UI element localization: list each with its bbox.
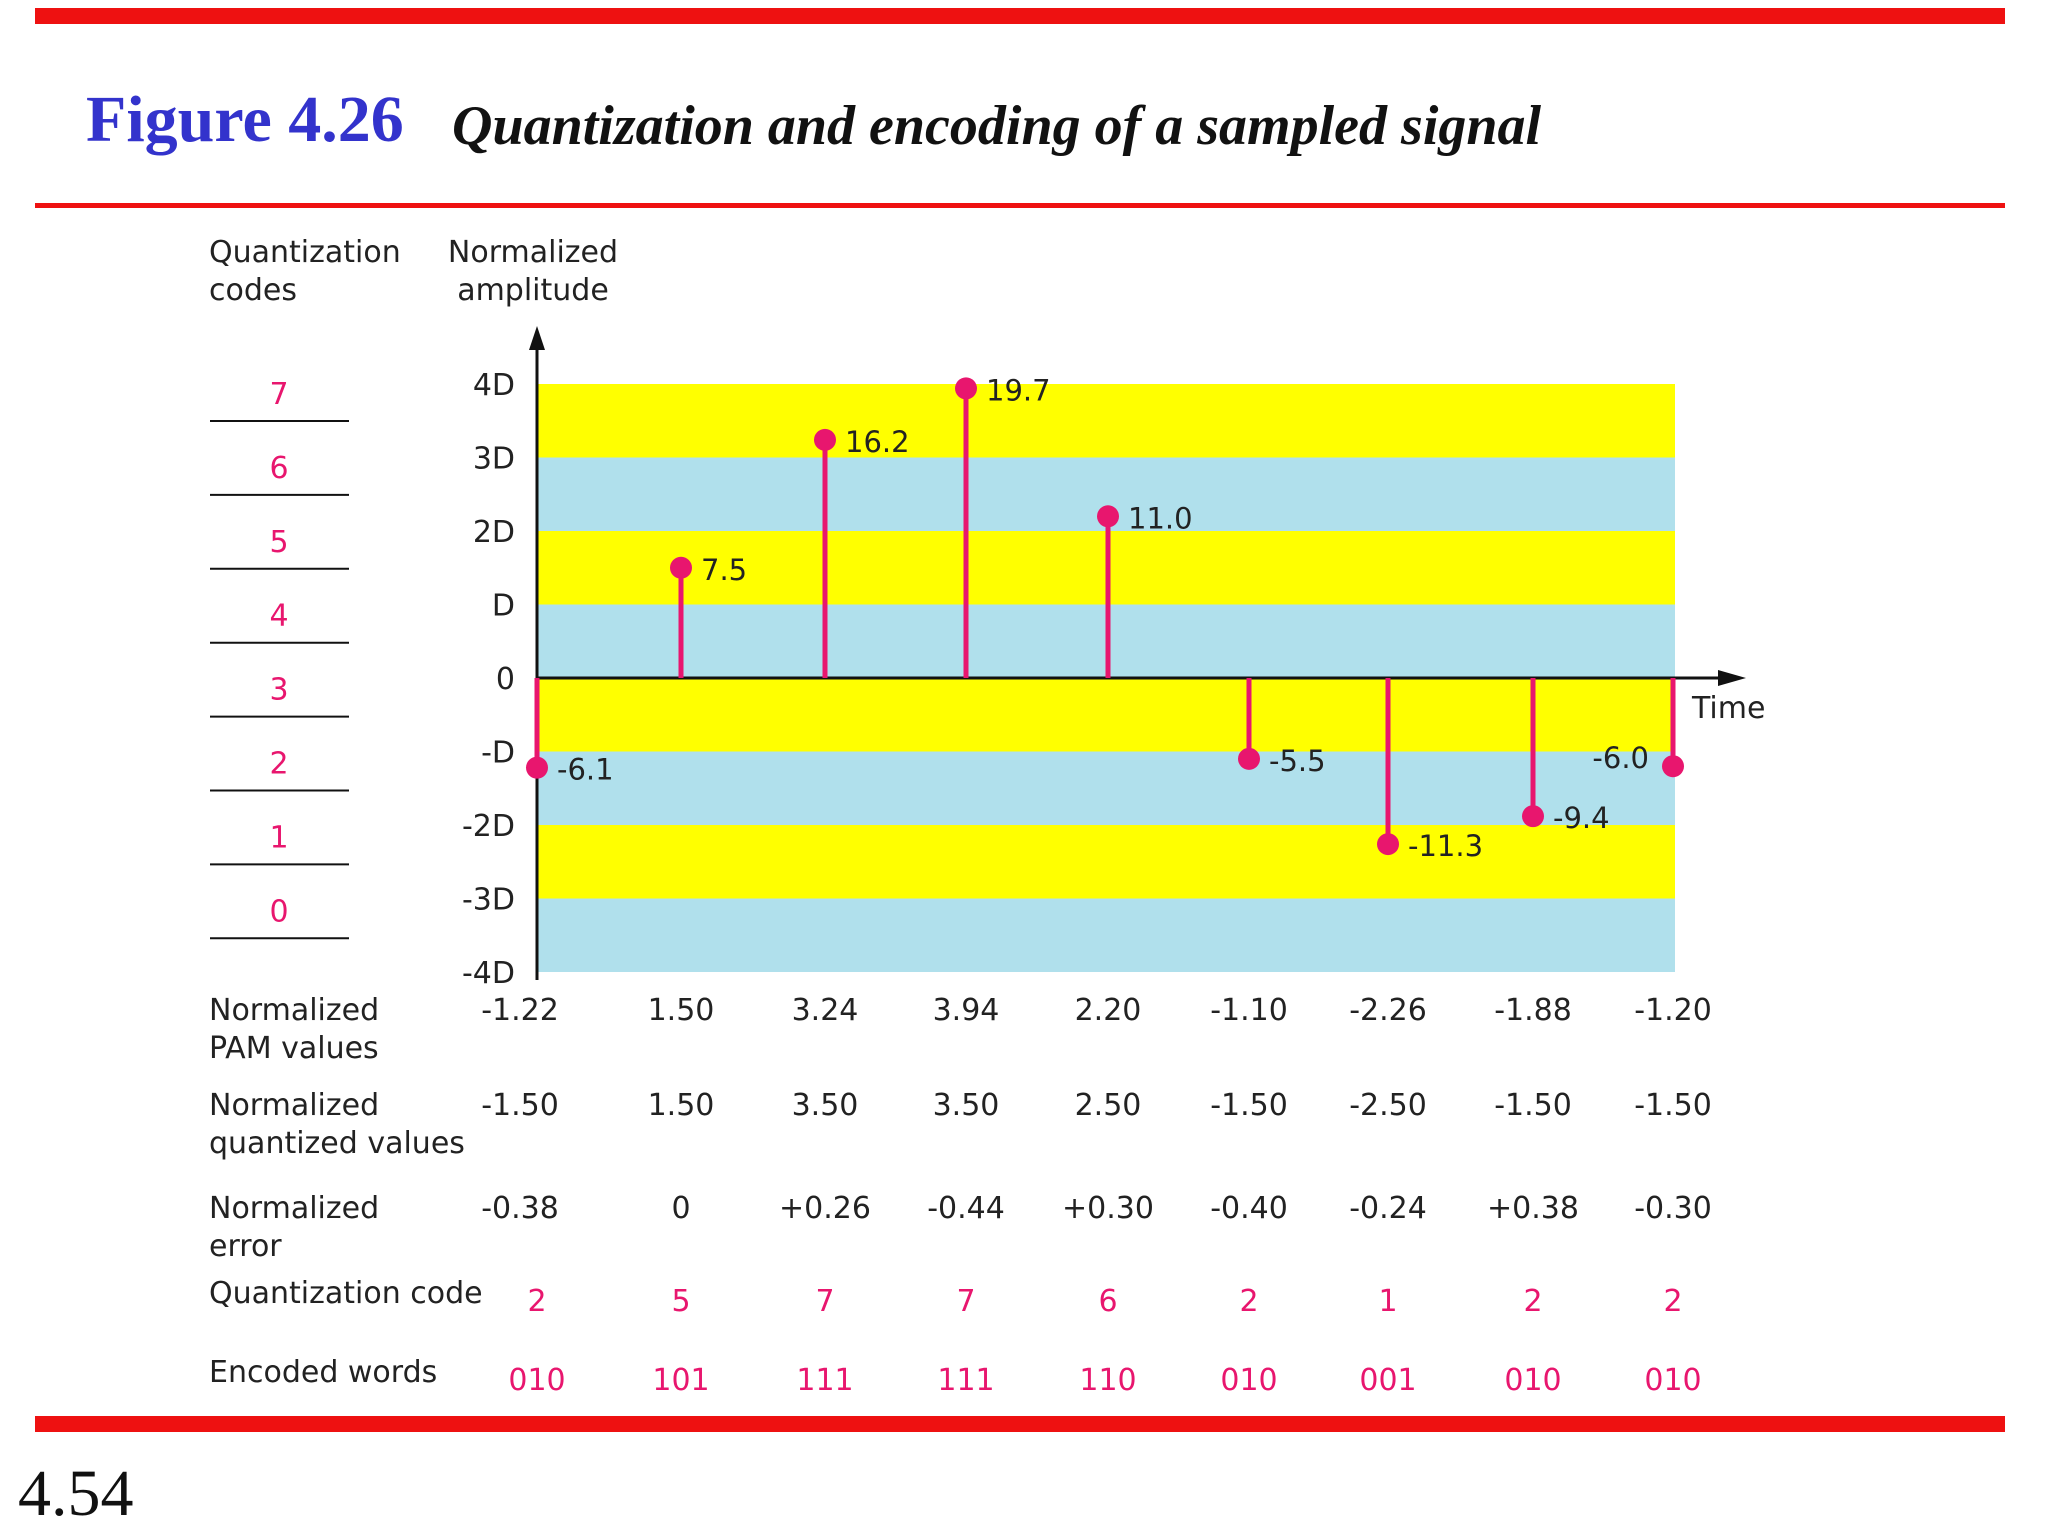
table-cell: -1.50	[1634, 1088, 1712, 1123]
table-cell: +0.26	[779, 1191, 871, 1226]
table-cell: -0.24	[1349, 1191, 1427, 1226]
y-tick-label: D	[491, 588, 515, 624]
y-tick-label: 3D	[472, 441, 515, 477]
table-cell: 2	[1663, 1284, 1683, 1319]
table-cell: 2.50	[1074, 1088, 1142, 1123]
table-cell: -2.26	[1349, 993, 1427, 1028]
table-cell: 5	[671, 1284, 691, 1319]
table-cell: -1.22	[481, 993, 559, 1028]
sample-value-label: 19.7	[986, 373, 1051, 408]
table-cell: 6	[1098, 1284, 1118, 1319]
table-cell: -1.50	[1210, 1088, 1288, 1123]
zone-code-label: 1	[269, 820, 289, 856]
table-cell: 1.50	[647, 1088, 715, 1123]
bottom-rule	[35, 1416, 2005, 1432]
table-cell: 010	[1644, 1363, 1702, 1398]
table-row-label: Normalized	[209, 1088, 380, 1123]
table-cell: 010	[508, 1363, 566, 1398]
table-cell: 111	[937, 1363, 995, 1398]
table-cell: 2	[1523, 1284, 1543, 1319]
table-cell: 010	[1220, 1363, 1278, 1398]
sample-point	[1097, 505, 1119, 527]
table-cell: 110	[1079, 1363, 1137, 1398]
quantization-band	[536, 384, 1675, 458]
table-cell: -0.30	[1634, 1191, 1712, 1226]
table-cell: 2	[527, 1284, 547, 1319]
table-cell: 1.50	[647, 993, 715, 1028]
sample-point	[1238, 748, 1260, 770]
sample-point	[1522, 805, 1544, 827]
zone-code-label: 5	[269, 524, 289, 560]
sample-value-label: 16.2	[845, 424, 910, 459]
sample-value-label: -9.4	[1553, 801, 1610, 836]
table-row-label: Normalized	[209, 993, 380, 1028]
quantization-band	[536, 678, 1675, 752]
table-cell: 3.50	[932, 1088, 1000, 1123]
sample-point	[1377, 833, 1399, 855]
quantization-band	[536, 899, 1675, 973]
table-cell: 111	[796, 1363, 854, 1398]
sample-value-label: 11.0	[1128, 501, 1193, 536]
sample-value-label: -11.3	[1408, 829, 1484, 864]
table-row-label: PAM values	[209, 1031, 379, 1066]
amplitude-header: Normalized	[447, 235, 619, 270]
zone-code-label: 7	[269, 377, 289, 412]
slide-number: 4.54	[18, 1457, 134, 1530]
zone-code-label: 6	[269, 450, 289, 486]
table-cell: +0.38	[1487, 1191, 1579, 1226]
table-row-label: error	[209, 1229, 282, 1264]
table-cell: -1.50	[481, 1088, 559, 1123]
table-row-label: quantized values	[209, 1126, 465, 1161]
sample-point	[814, 429, 836, 451]
table-row-label: Normalized	[209, 1191, 380, 1226]
table-cell: -2.50	[1349, 1088, 1427, 1123]
x-axis-arrowhead	[1718, 670, 1746, 686]
y-tick-label: -2D	[461, 809, 515, 844]
codes-header: Quantization	[209, 235, 401, 270]
table-cell: 2	[1239, 1284, 1259, 1319]
table-cell: -0.44	[927, 1191, 1005, 1226]
x-axis-label: Time	[1692, 691, 1766, 726]
table-row-label: Encoded words	[209, 1355, 438, 1390]
table-cell: 010	[1504, 1363, 1562, 1398]
sample-point	[955, 377, 977, 399]
table-cell: -0.40	[1210, 1191, 1288, 1226]
table-cell: 001	[1359, 1363, 1417, 1398]
y-axis-arrowhead	[529, 326, 545, 350]
zone-code-label: 2	[269, 746, 289, 782]
table-cell: -1.10	[1210, 993, 1288, 1028]
table-row-label: Quantization code	[209, 1276, 483, 1311]
table-cell: 3.94	[932, 993, 1000, 1028]
figure-caption: Quantization and encoding of a sampled signal	[452, 95, 1542, 157]
table-cell: -1.20	[1634, 993, 1712, 1028]
sample-point	[1662, 755, 1684, 777]
table-cell: 7	[956, 1284, 976, 1319]
quantization-band	[536, 825, 1675, 899]
sample-value-label: -5.5	[1269, 743, 1326, 778]
table-cell: +0.30	[1062, 1191, 1154, 1226]
sample-value-label: 7.5	[701, 552, 748, 587]
y-tick-label: 2D	[472, 515, 515, 550]
table-cell: 101	[652, 1363, 710, 1398]
y-tick-label: -4D	[461, 956, 515, 991]
zone-code-label: 0	[269, 894, 289, 930]
zone-code-label: 3	[269, 672, 289, 708]
table-cell: 3.24	[791, 993, 859, 1028]
table-cell: 0	[671, 1191, 691, 1226]
table-cell: 1	[1378, 1284, 1398, 1319]
amplitude-header: amplitude	[457, 273, 609, 308]
sample-value-label: -6.1	[557, 752, 614, 787]
y-tick-label: 4D	[472, 368, 515, 403]
table-cell: -1.88	[1494, 993, 1572, 1028]
table-cell: 2.20	[1074, 993, 1142, 1028]
y-tick-label: -D	[481, 735, 515, 771]
zone-code-label: 4	[269, 598, 289, 634]
table-cell: 7	[815, 1284, 835, 1319]
sample-value-label: -6.0	[1592, 741, 1649, 776]
table-cell: 3.50	[791, 1088, 859, 1123]
codes-header: codes	[209, 273, 297, 308]
table-cell: -1.50	[1494, 1088, 1572, 1123]
sample-point	[670, 557, 692, 579]
y-tick-label: -3D	[461, 882, 515, 918]
sample-point	[526, 757, 548, 779]
table-cell: -0.38	[481, 1191, 559, 1226]
y-tick-label: 0	[495, 662, 515, 697]
quantization-band	[536, 752, 1675, 826]
figure-label: Figure 4.26	[86, 83, 404, 156]
